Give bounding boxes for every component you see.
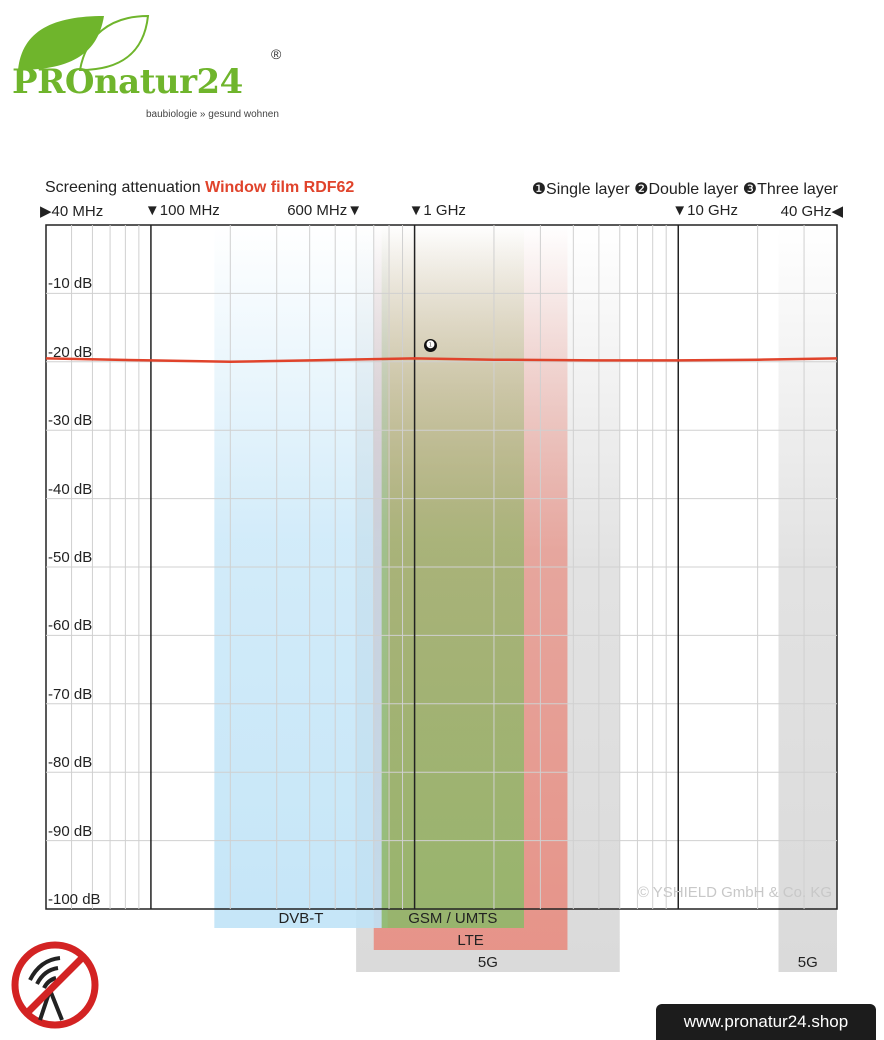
legend-single-layer: ❶Single layer: [531, 181, 630, 198]
band-label: 5G: [477, 954, 498, 971]
brand-logo-text: PROnatur24: [12, 62, 243, 102]
band-5g: [779, 225, 837, 972]
brand-tagline: baubiologie » gesund wohnen: [146, 109, 279, 120]
band-label: DVB-T: [278, 910, 324, 927]
band-dvb-t: [214, 225, 387, 928]
y-tick-label: -50 dB: [48, 549, 93, 566]
frequency-label: ▼100 MHz: [144, 202, 220, 219]
band-label: LTE: [457, 932, 484, 949]
frequency-label: ▼10 GHz: [672, 202, 738, 219]
y-tick-label: -70 dB: [48, 685, 93, 703]
frequency-label: 600 MHz▼: [287, 202, 363, 219]
y-tick-label: -80 dB: [48, 754, 93, 772]
series-marker-single-layer: ❶: [424, 339, 437, 352]
y-tick-label: -20 dB: [48, 343, 93, 361]
registered-mark: ®: [271, 46, 282, 62]
chart-title-prefix: Screening attenuation: [45, 179, 201, 196]
frequency-label: ▶40 MHz: [40, 203, 104, 220]
copyright-watermark: © YSHIELD GmbH & Co. KG: [637, 884, 832, 901]
legend-double-layer: ❷Double layer: [634, 181, 739, 198]
frequency-label: ▼1 GHz: [408, 202, 466, 219]
chart-title-product: Window film RDF62: [205, 179, 355, 196]
legend-three-layer: ❸Three layer: [742, 181, 838, 198]
band-label: GSM / UMTS: [408, 910, 498, 927]
no-radiation-icon: [10, 940, 100, 1030]
frequency-label: 40 GHz◀: [780, 203, 843, 220]
band-label: 5G: [797, 954, 818, 971]
y-tick-label: -100 dB: [48, 891, 101, 908]
y-tick-label: -10 dB: [48, 275, 93, 293]
y-tick-label: -90 dB: [48, 822, 93, 840]
shop-url-badge[interactable]: www.pronatur24.shop: [656, 1004, 876, 1040]
y-tick-label: -40 dB: [48, 480, 93, 498]
y-tick-label: -30 dB: [48, 412, 93, 430]
y-tick-label: -60 dB: [48, 617, 93, 635]
